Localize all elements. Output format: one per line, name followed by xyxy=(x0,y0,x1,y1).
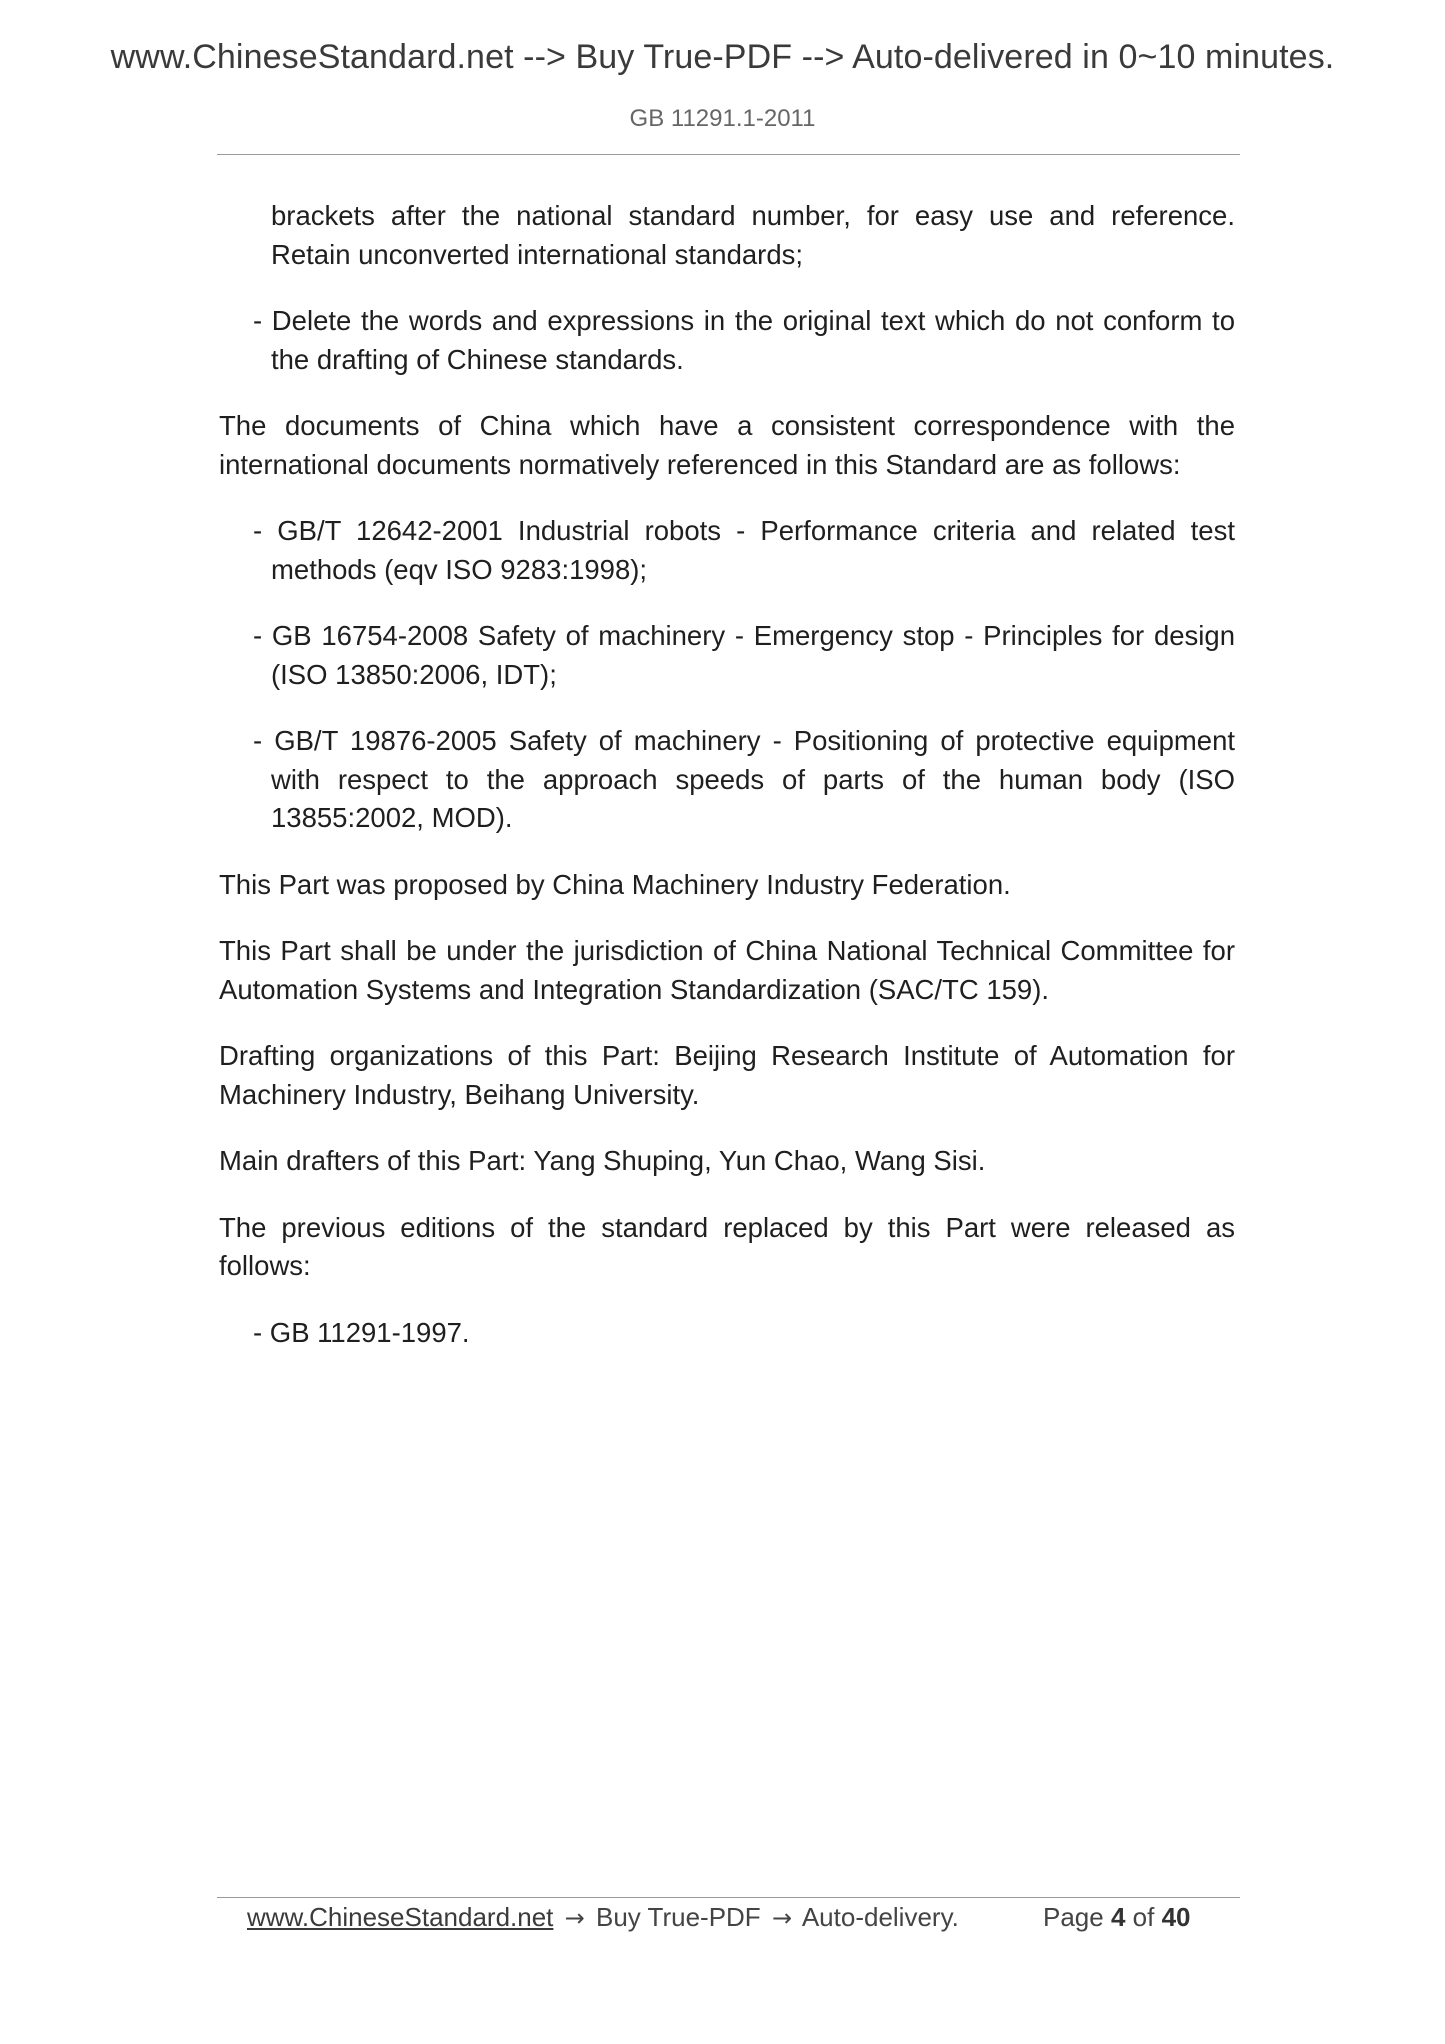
reference-item-gbt-12642: - GB/T 12642-2001 Industrial robots - Performance criteria and related test methods (eqv ISO 9283:1998); xyxy=(253,515,1235,585)
main-drafters-paragraph: Main drafters of this Part: Yang Shuping, Yun Chao, Wang Sisi. xyxy=(219,1145,986,1176)
footer-buy-text: Buy True-PDF xyxy=(595,1902,761,1932)
previous-edition-item: - GB 11291-1997. xyxy=(253,1316,470,1348)
continuation-paragraph: brackets after the national standard number, for easy use and reference. Retain unconverted international standards; xyxy=(271,200,1235,270)
list-item-delete-words: - Delete the words and expressions in the original text which do not conform to the drafting of Chinese standards. xyxy=(253,305,1235,375)
page-number xyxy=(1043,1902,1191,1933)
top-banner-link[interactable]: www.ChineseStandard.net --> Buy True-PDF --> Auto-delivered in 0~10 minutes. xyxy=(110,38,1335,76)
reference-item-gbt-19876: - GB/T 19876-2005 Safety of machinery - Positioning of protective equipment with respect to the approach speeds of parts of the human body (ISO 13855:2002, MOD). xyxy=(253,725,1235,833)
proposed-by-paragraph: This Part was proposed by China Machinery Industry Federation. xyxy=(219,868,1011,900)
drafting-organizations-paragraph: Drafting organizations of this Part: Beijing Research Institute of Automation for Machinery Industry, Beihang University. xyxy=(219,1040,1235,1110)
document-body xyxy=(219,197,1235,1380)
footer-divider xyxy=(217,1897,1240,1898)
reference-item-gb-16754: - GB 16754-2008 Safety of machinery - Emergency stop - Principles for design (ISO 13850:2006, IDT); xyxy=(253,620,1235,690)
previous-editions-paragraph: The previous editions of the standard replaced by this Part were released as follows: xyxy=(219,1211,1235,1281)
header-divider xyxy=(217,154,1240,155)
footer-promo xyxy=(247,1902,959,1933)
document-code: GB 11291.1-2011 xyxy=(629,105,816,132)
page-current: 4 xyxy=(1110,1902,1126,1932)
arrow-right-icon: → xyxy=(564,1904,585,1932)
page-of-label: of xyxy=(1132,1902,1155,1932)
arrow-right-icon: → xyxy=(771,1904,793,1932)
footer-site-link[interactable]: www.ChineseStandard.net xyxy=(247,1902,554,1932)
correspondence-intro-paragraph: The documents of China which have a consistent correspondence with the international documents normatively referenced in this Standard are as follows: xyxy=(219,410,1235,480)
page-total: 40 xyxy=(1161,1902,1191,1932)
page-label: Page xyxy=(1043,1902,1104,1932)
footer-delivery-text: Auto-delivery. xyxy=(801,1902,959,1932)
jurisdiction-paragraph: This Part shall be under the jurisdiction of China National Technical Committee for Automation Systems and Integration Standardization (SAC/TC 159). xyxy=(219,935,1235,1005)
